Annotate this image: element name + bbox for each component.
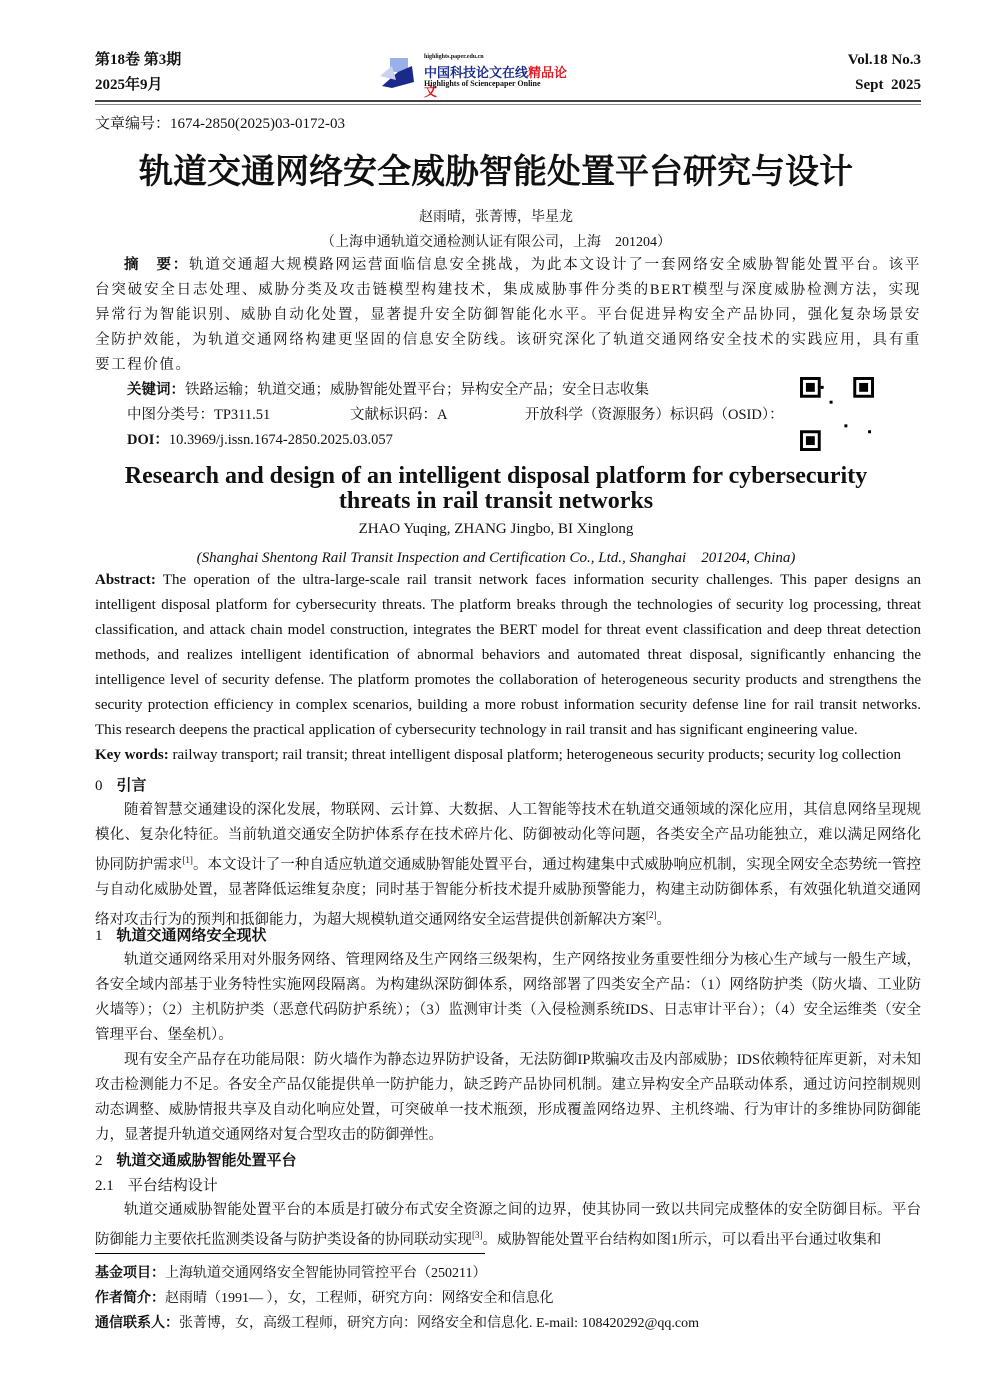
logo-mark-icon bbox=[378, 56, 418, 90]
keywords-en: Key words: railway transport; rail transit; threat intelligent disposal platform; heterogeneous security products; security log collection bbox=[95, 747, 902, 763]
affiliation-en: (Shanghai Shentong Rail Transit Inspection and Certification Co., Ltd., Shanghai 201204, China) bbox=[196, 550, 796, 566]
authors-cn: 赵雨晴，张菁博，毕星龙 bbox=[419, 210, 573, 225]
journal-issue-en bbox=[848, 48, 921, 98]
clc-number: 中图分类号：TP311.51 bbox=[127, 407, 271, 423]
header-rule bbox=[95, 100, 921, 102]
journal-logo bbox=[378, 52, 578, 100]
section-heading-2-1: 2.1 平台结构设计 bbox=[95, 1176, 218, 1194]
keywords-cn: 关键词：铁路运输；轨道交通；威胁智能处置平台；异构安全产品；安全日志收集 bbox=[127, 382, 649, 398]
article-number: 文章编号：1674-2850(2025)03-0172-03 bbox=[95, 116, 345, 132]
date-cn: 2025年9月 bbox=[95, 77, 163, 93]
section-heading-2: 2 轨道交通威胁智能处置平台 bbox=[95, 1151, 297, 1169]
qr-code-icon[interactable] bbox=[800, 377, 874, 451]
journal-issue-cn bbox=[95, 48, 181, 98]
doi: DOI：10.3969/j.issn.1674-2850.2025.03.057 bbox=[127, 432, 393, 448]
authors-en: ZHAO Yuqing, ZHANG Jingbo, BI Xinglong bbox=[358, 521, 634, 537]
section-heading-1: 1 轨道交通网络安全现状 bbox=[95, 926, 267, 944]
affiliation-cn: （上海申通轨道交通检测认证有限公司，上海 201204） bbox=[321, 235, 671, 250]
paragraph-status-1: 轨道交通网络采用对外服务网络、管理网络及生产网络三级架构，生产网络按业务重要性细分为核心生产域与一般生产域，各安全域内部基于业务特性实施网段隔离。为构建纵深防御体系，网络部署了四类安全产品：（1）网络防护类（防火墙、工业防火墙等）；（2）主机防护类（恶意代码防护系统）；（3）监测审计类（入侵检测系统IDS、日志审计平台）；（4）安全运维类（安全管理平台、堡垒机）。 bbox=[95, 952, 921, 1043]
paragraph-structure: 轨道交通威胁智能处置平台的本质是打破分布式安全资源之间的边界，使其协同一致以共同完成整体的安全防御目标。平台防御能力主要依托监测类设备与防护类设备的协同联动实现[3]。威胁智能处置平台结构如图1所示，可以看出平台通过收集和 bbox=[95, 1202, 921, 1248]
title-en: Research and design of an intelligent disposal platform for cybersecurity threats in rail transit networks bbox=[124, 463, 868, 514]
volume-cn: 第18卷 第3期 bbox=[95, 52, 182, 68]
footnote-rule bbox=[95, 1253, 485, 1254]
footnote-fund: 基金项目：上海轨道交通网络安全智能协同管控平台（250211） bbox=[95, 1266, 487, 1281]
abstract-cn: 摘 要：轨道交通超大规模路网运营面临信息安全挑战，为此本文设计了一套网络安全威胁智能处置平台。该平台突破安全日志处理、威胁分类及攻击链模型构建技术，集成威胁事件分类的BERT模型与深度威胁检测方法，实现异常行为智能识别、威胁自动化处置，显著提升安全防御智能化水平。平台促进异构安全产品协同，强化复杂场景安全防护效能，为轨道交通网络构建更坚固的信息安全防线。该研究深化了轨道交通网络安全技术的实践应用，具有重要工程价值。 bbox=[95, 257, 921, 373]
abstract-en: Abstract: The operation of the ultra-large-scale rail transit network faces information security challenges. This paper designs an intelligent disposal platform for cybersecurity threats. The platform breaks through the technologies of security log processing, threat classification, and attack chain model construction, integrates the BERT model for threat event classification and deep threat detection methods, and realizes intelligent identification of abnormal behaviors and automated threat disposal, significantly enhancing the intelligence level of security defense. The platform promotes the collaboration of heterogeneous security products and strengthens the security protection efficiency in complex scenarios, building a more robust information security defense line for rail transit networks. This research deepens the practical application of cybersecurity technology in rail transit and has significant engineering value. bbox=[95, 572, 921, 738]
date-en: Sept 2025 bbox=[855, 77, 921, 93]
logo-name-en: Highlights of Sciencepaper Online bbox=[424, 79, 541, 88]
section-heading-0: 0 引言 bbox=[95, 776, 147, 794]
title-cn: 轨道交通网络安全威胁智能处置平台研究与设计 bbox=[139, 152, 853, 192]
footnote-author: 作者简介：赵雨晴（1991— ），女，工程师，研究方向：网络安全和信息化 bbox=[95, 1291, 554, 1306]
volume-en: Vol.18 No.3 bbox=[847, 52, 921, 68]
paragraph-intro: 随着智慧交通建设的深化发展，物联网、云计算、大数据、人工智能等技术在轨道交通领域的深化应用，其信息网络呈现规模化、复杂化特征。当前轨道交通安全防护体系存在技术碎片化、防御被动化等问题，各类安全产品功能独立，难以满足网络化协同防护需求[1]。本文设计了一种自适应轨道交通威胁智能处置平台，通过构建集中式威胁响应机制，实现全网安全态势统一管控与自动化威胁处置，显著降低运维复杂度；同时基于智能分析技术提升威胁预警能力，构建主动防御体系，有效强化轨道交通网络对攻击行为的预判和抵御能力，为超大规模轨道交通网络安全运营提供创新解决方案[2]。 bbox=[95, 802, 921, 928]
logo-name-cn: 中国科技论文在线精品论文 bbox=[424, 66, 568, 100]
logo-url: highlights.paper.edu.cn bbox=[424, 54, 484, 60]
footnote-contact: 通信联系人：张菁博，女，高级工程师，研究方向：网络安全和信息化. E-mail: 108420292@qq.com bbox=[95, 1316, 699, 1331]
osid-label: 开放科学（资源服务）标识码（OSID）： bbox=[525, 407, 784, 423]
document-code: 文献标识码：A bbox=[350, 407, 448, 423]
paragraph-status-2: 现有安全产品存在功能局限：防火墙作为静态边界防护设备，无法防御IP欺骗攻击及内部威胁；IDS依赖特征库更新，对未知攻击检测能力不足。各安全产品仅能提供单一防护能力，缺乏跨产品协同机制。建立异构安全产品联动体系，通过访问控制规则动态调整、威胁情报共享及自动化响应处置，可突破单一技术瓶颈，形成覆盖网络边界、主机终端、行为审计的多维协同防御能力，显著提升轨道交通网络对复合型攻击的防御弹性。 bbox=[95, 1052, 921, 1143]
header-rule-thin bbox=[95, 104, 921, 105]
